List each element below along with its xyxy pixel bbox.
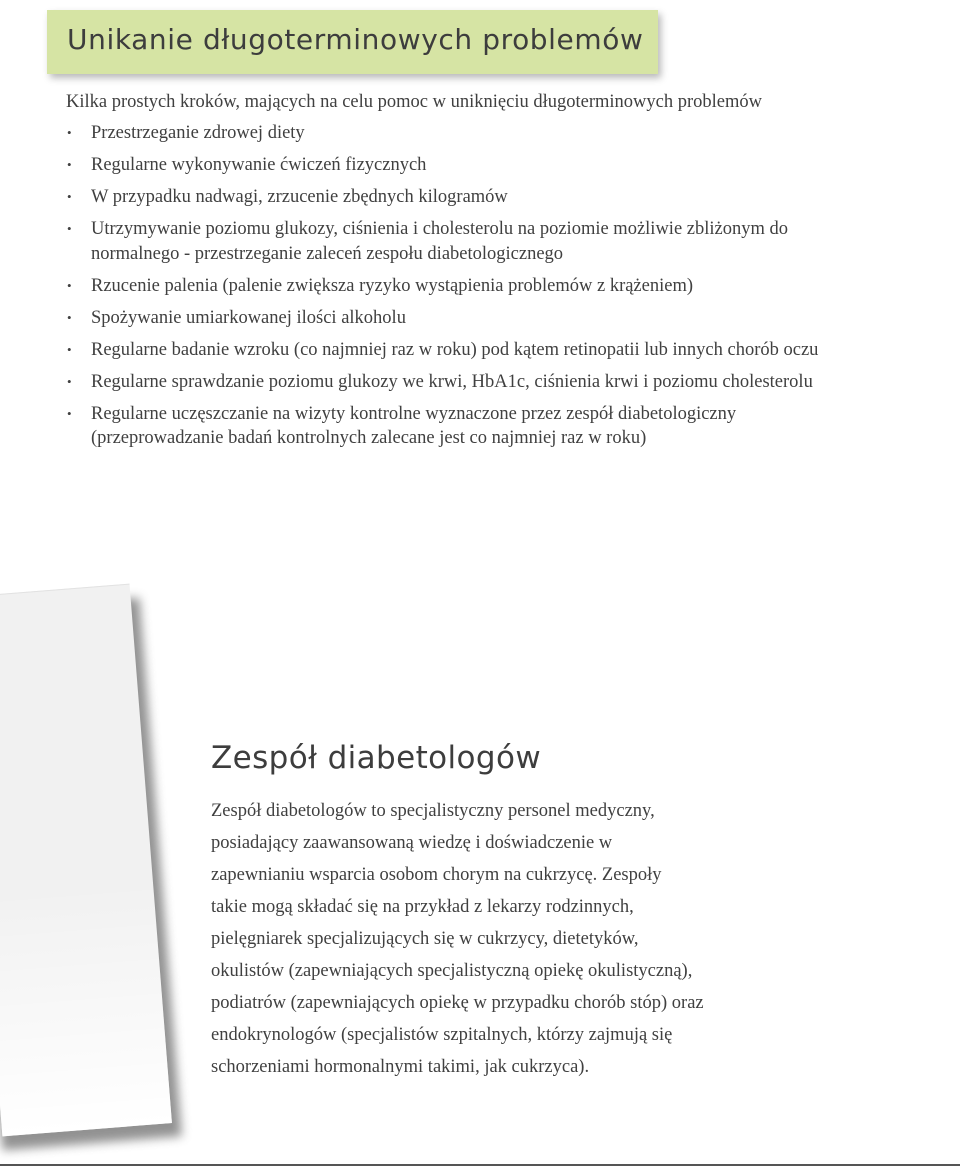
body-line: posiadający zaawansowaną wiedzę i doświadczenie w [211, 833, 613, 853]
body-line: Zespół diabetologów to specjalistyczny personel medyczny, [211, 801, 655, 821]
list-item [66, 185, 856, 210]
list-item-text: Regularne badanie wzroku (co najmniej raz w roku) pod kątem retinopatii lub innych chorób oczu [91, 339, 819, 360]
list-item [66, 153, 856, 178]
bullet-icon: • [67, 157, 72, 172]
bullet-icon: • [67, 373, 72, 389]
list-item [66, 274, 856, 299]
list-item-text: W przypadku nadwagi, zrzucenie zbędnych kilogramów [91, 187, 508, 207]
bullet-icon: • [67, 405, 72, 421]
bottom-divider [0, 1164, 960, 1166]
list-item-text: Utrzymywanie poziomu glukozy, ciśnienia i cholesterolu na poziomie możliwie zbliżonym do normalnego - przestrzeganie zaleceń zespołu diabetologicznego [91, 219, 788, 264]
body-line: okulistów (zapewniających specjalistyczną opiekę okulistyczną), [211, 961, 693, 981]
section-body [211, 795, 791, 1083]
tips-list [66, 121, 856, 458]
body-line: zapewnianiu wsparcia osobom chorym na cukrzycę. Zespoły [211, 865, 662, 885]
list-item [66, 370, 856, 395]
body-line: podiatrów (zapewniających opiekę w przypadku chorób stóp) oraz [211, 993, 704, 1013]
list-item [66, 217, 856, 266]
paper-sheet-decoration [0, 584, 172, 1137]
body-line: endokrynologów (specjalistów szpitalnych, którzy zajmują się [211, 1025, 673, 1045]
list-item-text: Spożywanie umiarkowanej ilości alkoholu [91, 307, 406, 328]
bullet-icon: • [67, 309, 72, 325]
list-item-text: Przestrzeganie zdrowej diety [91, 123, 305, 143]
list-item-text: Rzucenie palenia (palenie zwiększa ryzyko wystąpienia problemów z krążeniem) [91, 275, 694, 296]
bullet-icon: • [67, 189, 72, 204]
list-item [66, 402, 856, 451]
section-header-box [47, 10, 658, 74]
section-title: Zespół diabetologów [211, 740, 542, 776]
bullet-icon: • [67, 277, 72, 293]
body-line: takie mogą składać się na przykład z lekarzy rodzinnych, [211, 897, 634, 917]
bullet-icon: • [67, 125, 72, 140]
list-item-text: Regularne uczęszczanie na wizyty kontrolne wyznaczone przez zespół diabetologiczny (przeprowadzanie badań kontrolnych zalecane jest co najmniej raz w roku) [91, 403, 737, 448]
list-item [66, 306, 856, 331]
intro-text: Kilka prostych kroków, mających na celu pomoc w uniknięciu długoterminowych problemów [66, 92, 762, 112]
list-item [66, 121, 856, 146]
list-item-text: Regularne wykonywanie ćwiczeń fizycznych [91, 155, 427, 175]
bullet-icon: • [67, 221, 72, 236]
list-item-text: Regularne sprawdzanie poziomu glukozy we krwi, HbA1c, ciśnienia krwi i poziomu cholesterolu [91, 371, 813, 392]
paper-fade [0, 585, 172, 1137]
body-line: pielęgniarek specjalizujących się w cukrzycy, dietetyków, [211, 929, 639, 949]
bullet-icon: • [67, 341, 72, 357]
body-line: schorzeniami hormonalnymi takimi, jak cukrzyca). [211, 1057, 590, 1077]
page-title: Unikanie długoterminowych problemów [67, 23, 644, 56]
list-item [66, 338, 856, 363]
